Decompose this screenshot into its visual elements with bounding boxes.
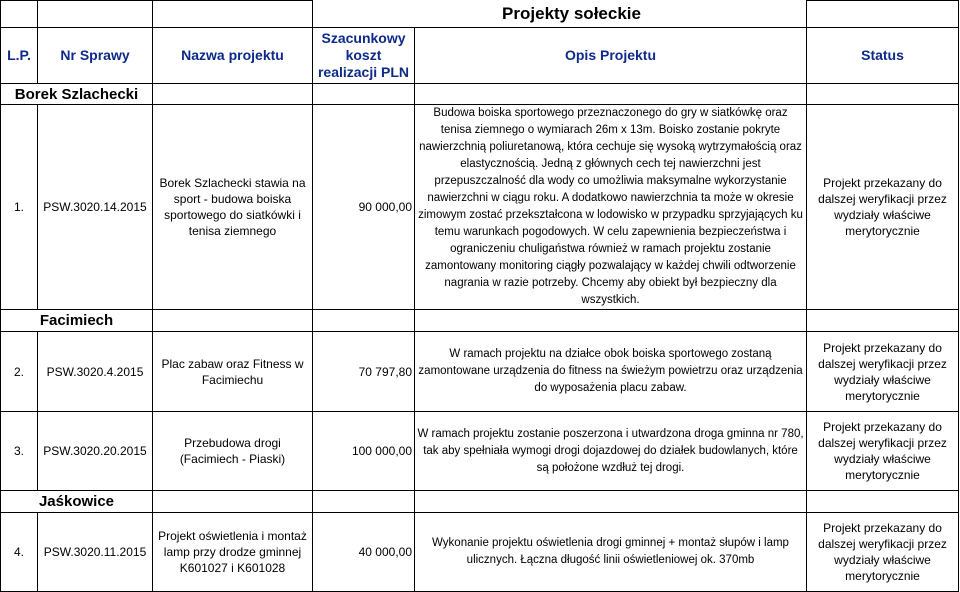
- row-lp: 1.: [1, 105, 38, 310]
- village-name: Facimiech: [1, 310, 153, 332]
- row-nazwa: Borek Szlachecki stawia na sport - budowa boiska sportowego do siatkówki i tenisa ziemnego: [153, 105, 313, 310]
- row-nr: PSW.3020.11.2015: [38, 513, 153, 592]
- row-nazwa: Projekt oświetlenia i montaż lamp przy drodze gminnej K601027 i K601028: [153, 513, 313, 592]
- row-status: Projekt przekazany do dalszej weryfikacji przez wydziały właściwe merytorycznie: [807, 513, 959, 592]
- row-opis: Budowa boiska sportowego przeznaczonego do gry w siatkówkę oraz tenisa ziemnego o wymiarach 26m x 13m. Boisko zostanie pokryte nawierzchnią poliuretanową, która cechuje się wysoką wytrzymałością oraz elastycznością. Jedną z głównych cech tej nawierzchni jest przepuszczalność dla wody co umożliwia maksymalne wykorzystanie nawierzchni w ciągu roku. A dodatkowo nawierzchnia ta może w okresie zimowym zostać przekształcona w lodowisko w przypadku sprzyjających ku temu warunkach pogodowych. W celu zapewnienia bezpieczeństwa i ograniczeniu chuligaństwa również w ramach projektu zostanie zamontowany monitoring ciągły pozwalający w każdej chwili odtworzenie nagrania w razie potrzeby. Chcemy aby obiekt był bezpieczny dla wszystkich.: [415, 105, 807, 310]
- table-row: [1, 513, 959, 592]
- village-row: [1, 491, 959, 513]
- row-nazwa: Przebudowa drogi (Facimiech - Piaski): [153, 412, 313, 491]
- village-name: Borek Szlachecki: [1, 84, 153, 105]
- row-nr: PSW.3020.14.2015: [38, 105, 153, 310]
- village-row: [1, 84, 959, 105]
- header-row: [1, 28, 959, 84]
- row-lp: 4.: [1, 513, 38, 592]
- header-koszt: Szacunkowy koszt realizacji PLN: [313, 28, 415, 84]
- row-nr: PSW.3020.4.2015: [38, 332, 153, 412]
- row-lp: 3.: [1, 412, 38, 491]
- row-koszt: 70 797,80: [313, 332, 415, 412]
- table-row: [1, 105, 959, 310]
- table-row: [1, 332, 959, 412]
- row-nr: PSW.3020.20.2015: [38, 412, 153, 491]
- row-koszt: 90 000,00: [313, 105, 415, 310]
- row-lp: 2.: [1, 332, 38, 412]
- header-lp: L.P.: [1, 28, 38, 84]
- row-opis: W ramach projektu zostanie poszerzona i utwardzona droga gminna nr 780, tak aby spełniała wymogi drogi dojazdowej do działek budowlanych, które są położone wzdłuż tej drogi.: [415, 412, 807, 491]
- page-title: [313, 1, 807, 28]
- row-koszt: 40 000,00: [313, 513, 415, 592]
- row-status: Projekt przekazany do dalszej weryfikacji przez wydziały właściwe merytorycznie: [807, 332, 959, 412]
- row-status: Projekt przekazany do dalszej weryfikacji przez wydziały właściwe merytorycznie: [807, 412, 959, 491]
- title-row: [1, 1, 959, 28]
- village-name: Jaśkowice: [1, 491, 153, 513]
- header-nazwa: Nazwa projektu: [153, 28, 313, 84]
- title-text: Projekty sołeckie: [502, 3, 641, 23]
- table-row: [1, 412, 959, 491]
- row-opis: Wykonanie projektu oświetlenia drogi gminnej + montaż słupów i lamp ulicznych. Łączna długość linii oświetleniowej ok. 370mb: [415, 513, 807, 592]
- row-status: Projekt przekazany do dalszej weryfikacji przez wydziały właściwe merytorycznie: [807, 105, 959, 310]
- header-opis: Opis Projektu: [415, 28, 807, 84]
- header-nr: Nr Sprawy: [38, 28, 153, 84]
- row-nazwa: Plac zabaw oraz Fitness w Facimiechu: [153, 332, 313, 412]
- row-opis: W ramach projektu na działce obok boiska sportowego zostaną zamontowane urządzenia do fitness na świeżym powietrzu oraz urządzenia do wyposażenia placu zabaw.: [415, 332, 807, 412]
- header-status: Status: [807, 28, 959, 84]
- row-koszt: 100 000,00: [313, 412, 415, 491]
- village-row: [1, 310, 959, 332]
